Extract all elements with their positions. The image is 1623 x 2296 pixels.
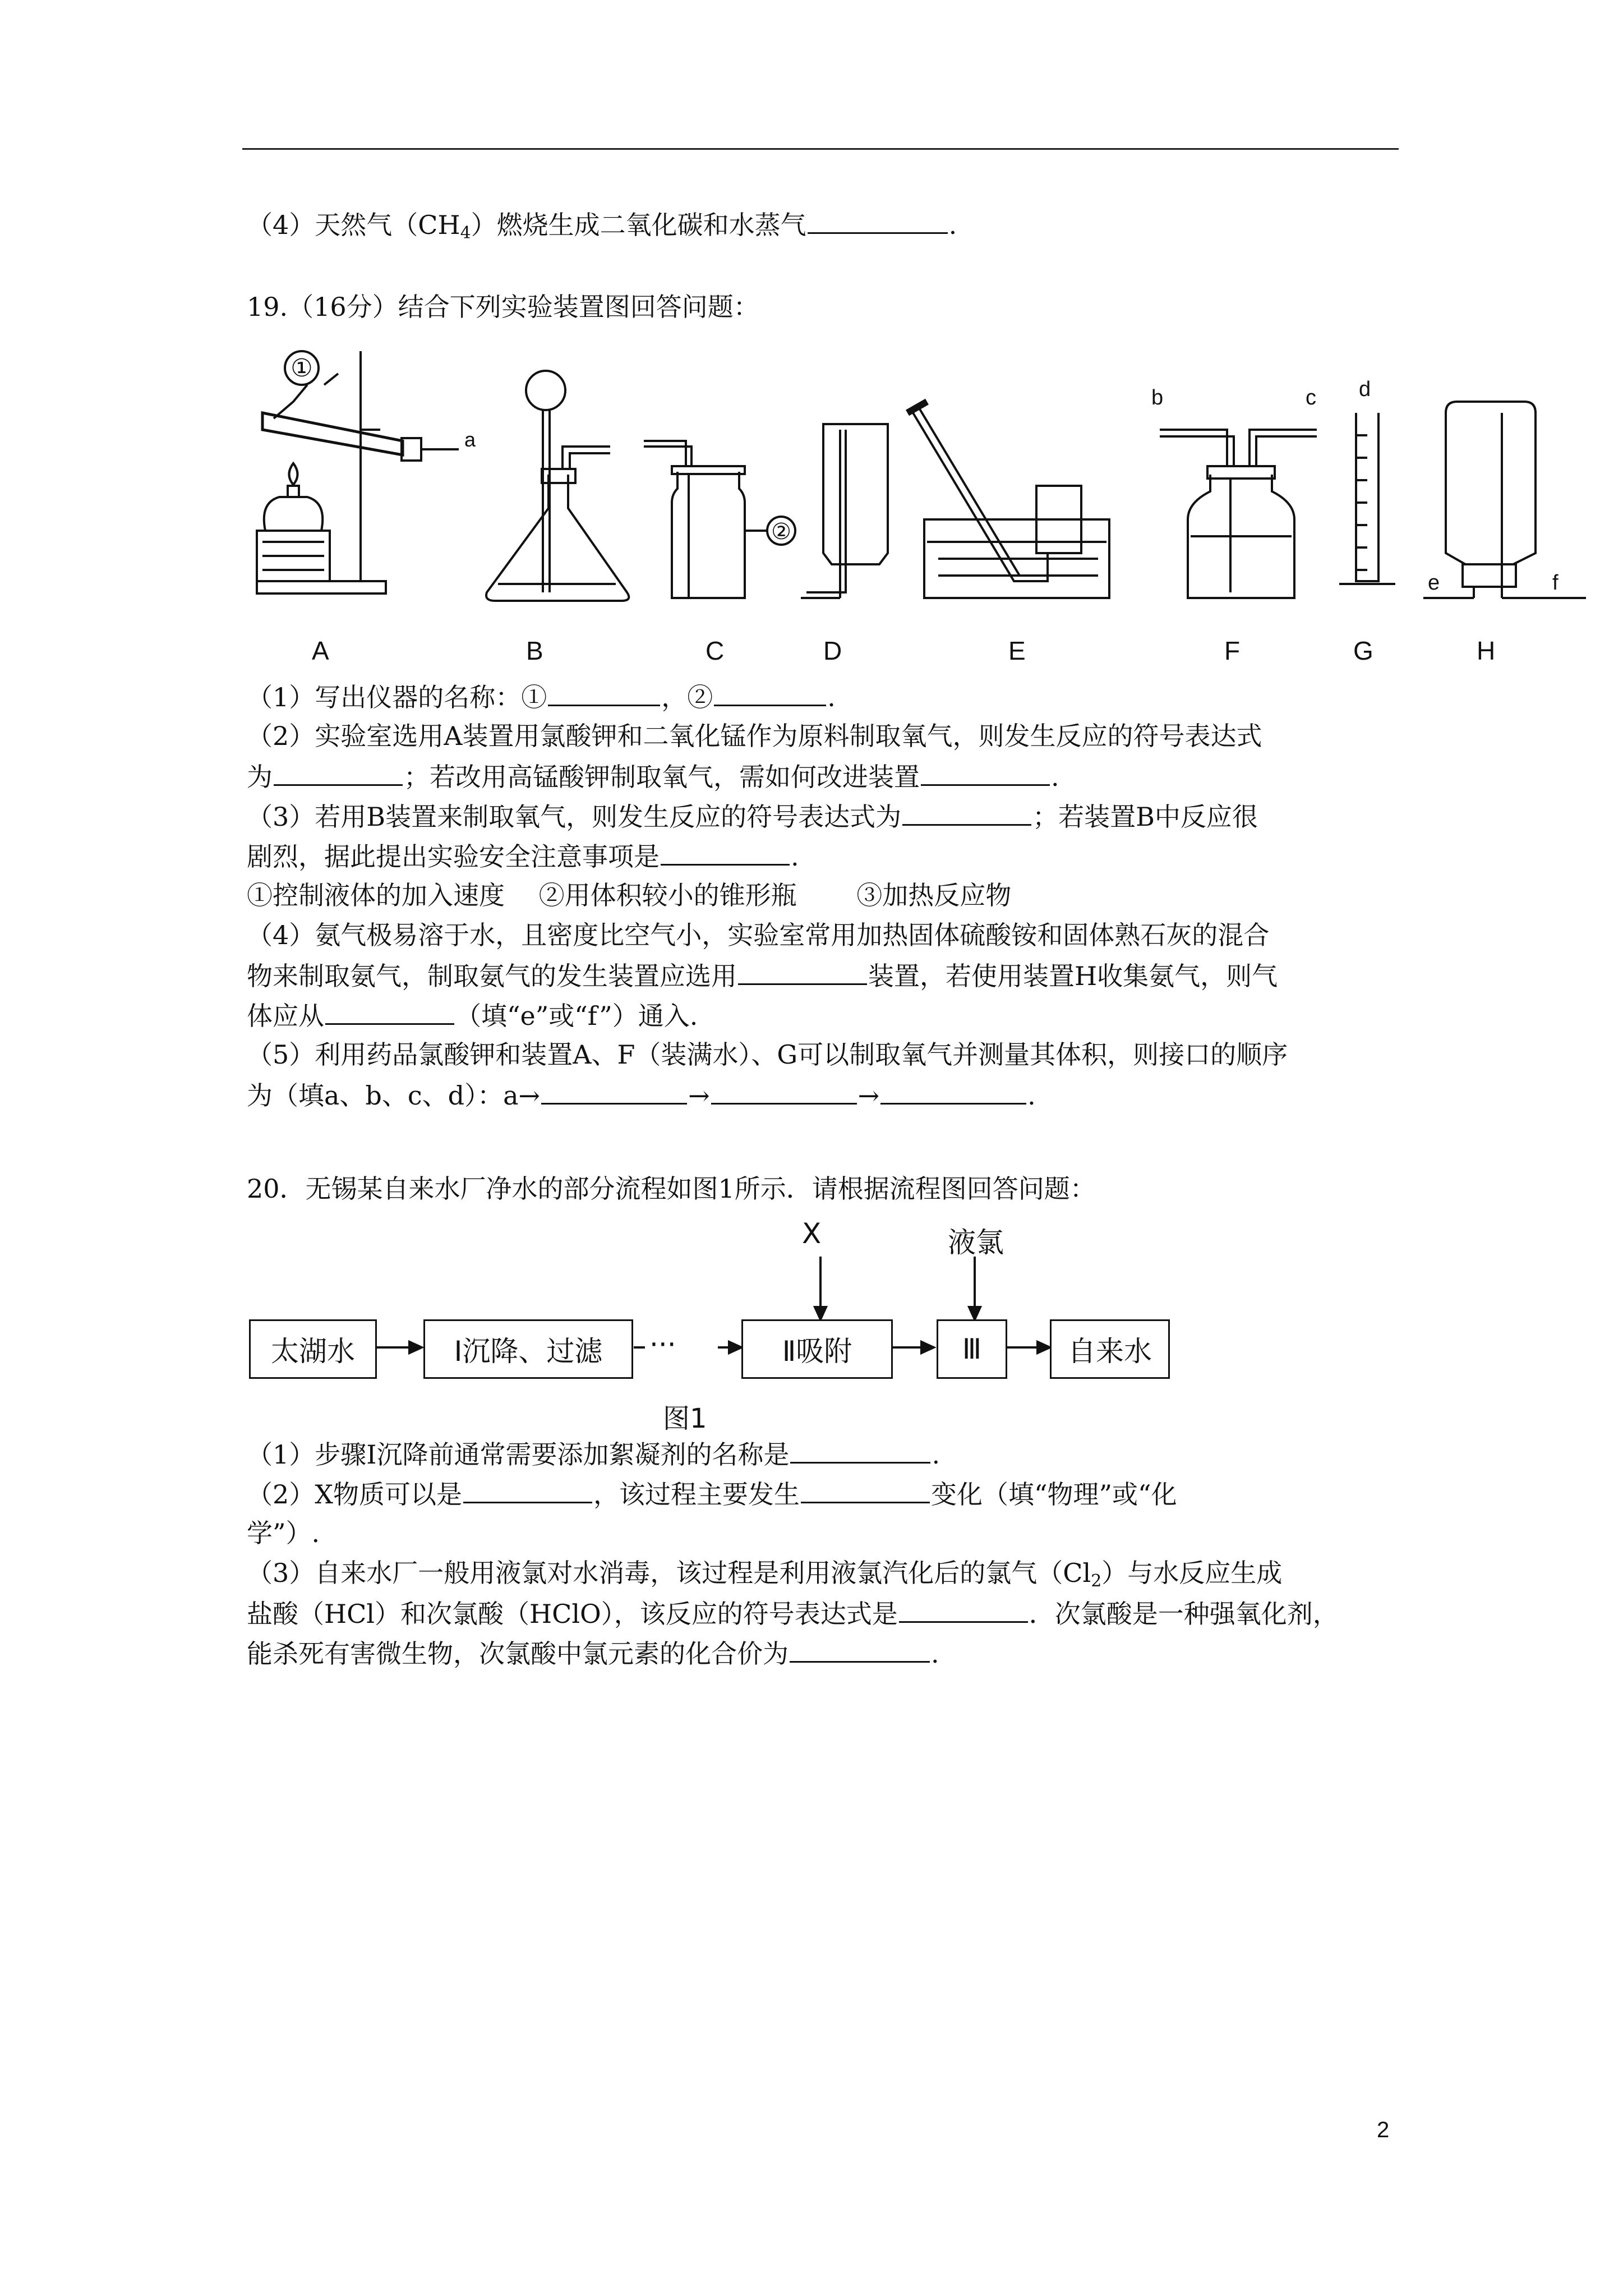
q19-part2-line1: （2）实验室选用A装置用氯酸钾和二氧化锰作为原料制取氧气，则发生反应的符号表达式 — [247, 721, 1262, 751]
q19-part4-line3 — [247, 999, 698, 1032]
figure-caption: 图1 — [663, 1403, 707, 1434]
answer-blank[interactable] — [801, 1477, 930, 1503]
text: （2）X物质可以是 — [247, 1479, 463, 1510]
marker-e: e — [1428, 571, 1440, 595]
apparatus-e — [907, 402, 1109, 598]
text: 剧烈，据此提出实验安全注意事项是 — [247, 841, 660, 872]
apparatus-f — [1160, 430, 1317, 598]
q19-part2-line2 — [247, 760, 1059, 793]
subscript: 2 — [1091, 1571, 1102, 1591]
q18-item4 — [247, 208, 957, 241]
text: . — [827, 682, 836, 712]
text: . — [1027, 1080, 1036, 1111]
marker-a: a — [464, 428, 476, 451]
q20-part3-line2 — [247, 1596, 1339, 1630]
q20-part2 — [247, 1477, 1177, 1511]
answer-blank[interactable] — [274, 760, 403, 786]
answer-blank[interactable] — [541, 1078, 687, 1105]
q20-part3-line3 — [247, 1636, 939, 1670]
flow-box-output: 自来水 — [1050, 1319, 1170, 1379]
answer-blank[interactable] — [808, 208, 948, 234]
text: . — [931, 1639, 939, 1669]
answer-blank[interactable] — [548, 680, 660, 706]
label-g: G — [1353, 636, 1373, 665]
apparatus-b — [486, 371, 629, 601]
text: 能杀死有害微生物，次氯酸中氯元素的化合价为 — [247, 1639, 789, 1669]
flow-input-cl: 液氯 — [948, 1226, 1004, 1259]
label-e: E — [1008, 636, 1026, 665]
apparatus-a — [257, 351, 459, 593]
arrow: → — [688, 1080, 710, 1111]
q19-part3-options: ①控制液体的加入速度 ②用体积较小的锥形瓶 ③加热反应物 — [247, 880, 1012, 910]
text: 装置，若使用装置H收集氨气，则气 — [868, 961, 1278, 991]
q19-title: 19.（16分）结合下列实验装置图回答问题： — [247, 292, 759, 322]
marker-c: c — [1306, 386, 1316, 409]
q20-part2-line2: 学”）. — [247, 1518, 320, 1548]
answer-blank[interactable] — [661, 839, 790, 866]
text: 体应从 — [247, 1001, 324, 1031]
flow-box-source: 太湖水 — [249, 1319, 377, 1379]
apparatus-h — [1423, 402, 1586, 598]
q20-title: 20．无锡某自来水厂净水的部分流程如图1所示．请根据流程图回答问题： — [247, 1174, 1096, 1204]
marker-2: ② — [771, 519, 791, 545]
answer-blank[interactable] — [790, 1636, 930, 1663]
label-d: D — [823, 636, 842, 665]
answer-blank[interactable] — [738, 959, 867, 985]
text: （填“e”或“f”）通入. — [455, 1001, 698, 1031]
q18-item4-text: （4）天然气（CH — [247, 210, 460, 240]
apparatus-d — [801, 424, 888, 598]
label-c: C — [706, 636, 725, 665]
text: （3）若用B装置来制取氧气，则发生反应的符号表达式为 — [247, 802, 902, 832]
text: ．次氯酸是一种强氧化剂， — [1029, 1599, 1339, 1629]
marker-f: f — [1552, 571, 1559, 595]
q18-item4-text2: ）燃烧生成二氧化碳和水蒸气 — [471, 210, 806, 240]
q19-part3-line2 — [247, 839, 799, 873]
answer-blank[interactable] — [899, 1596, 1028, 1623]
answer-blank[interactable] — [711, 1078, 857, 1105]
answer-blank[interactable] — [790, 1437, 930, 1464]
flow-box-step3: Ⅲ — [937, 1319, 1007, 1379]
text: ，该过程主要发生 — [593, 1479, 800, 1510]
label-a: A — [312, 636, 329, 665]
text: . — [932, 1439, 940, 1470]
q19-part3-line1 — [247, 799, 1258, 833]
text: 为 — [247, 762, 273, 792]
page-number: 2 — [1377, 2118, 1390, 2142]
answer-blank[interactable] — [714, 680, 826, 706]
header-rule — [242, 148, 1399, 150]
answer-blank[interactable] — [902, 799, 1031, 826]
marker-b: b — [1151, 386, 1164, 409]
text: . — [791, 841, 799, 872]
text: 物来制取氨气，制取氨气的发生装置应选用 — [247, 961, 737, 991]
period: . — [948, 210, 957, 240]
answer-blank[interactable] — [921, 760, 1050, 786]
flow-arrows — [247, 1251, 1189, 1397]
q19-part1 — [247, 680, 836, 714]
apparatus-g — [1339, 413, 1395, 584]
q20-part3-line1 — [247, 1557, 1282, 1589]
text: ；若改用高锰酸钾制取氧气，需如何改进装置 — [404, 762, 920, 792]
answer-blank[interactable] — [463, 1477, 592, 1503]
flow-box-step1: Ⅰ沉降、过滤 — [423, 1319, 633, 1379]
text: ；若装置B中反应很 — [1032, 802, 1258, 832]
q19-part4-line1: （4）氨气极易溶于水，且密度比空气小，实验室常用加热固体硫酸铵和固体熟石灰的混合 — [247, 920, 1270, 950]
label-h: H — [1477, 636, 1496, 665]
label-f: F — [1224, 636, 1241, 665]
apparatus-figure — [240, 334, 1597, 665]
text: 盐酸（HCl）和次氯酸（HClO），该反应的符号表达式是 — [247, 1599, 898, 1629]
text: . — [1051, 762, 1059, 792]
text: 为（填a、b、c、d）：a→ — [247, 1080, 541, 1111]
q18-item4-sub: 4 — [460, 223, 471, 243]
label-b: B — [526, 636, 543, 665]
q19-part4-line2 — [247, 959, 1278, 992]
text: 变化（填“物理”或“化 — [931, 1479, 1177, 1510]
marker-1: ① — [291, 354, 313, 383]
flow-input-x: X — [802, 1217, 822, 1250]
flow-ellipsis: ··· — [649, 1328, 676, 1361]
answer-blank[interactable] — [325, 999, 454, 1025]
arrow: → — [857, 1080, 880, 1111]
text: （1）步骤Ⅰ沉降前通常需要添加絮凝剂的名称是 — [247, 1439, 790, 1470]
text: ）与水反应生成 — [1101, 1558, 1283, 1588]
flow-box-step2: Ⅱ吸附 — [741, 1319, 893, 1379]
q20-part1 — [247, 1437, 940, 1471]
q19-part5-line2 — [247, 1078, 1036, 1112]
text: （3）自来水厂一般用液氯对水消毒，该过程是利用液氯汽化后的氯气（Cl — [247, 1558, 1091, 1588]
q19-part5-line1: （5）利用药品氯酸钾和装置A、F（装满水）、G可以制取氧气并测量其体积，则接口的顺序 — [247, 1039, 1288, 1070]
answer-blank[interactable] — [880, 1078, 1026, 1105]
text: ，② — [661, 682, 713, 712]
text: （1）写出仪器的名称：① — [247, 682, 547, 712]
marker-d: d — [1359, 378, 1371, 401]
